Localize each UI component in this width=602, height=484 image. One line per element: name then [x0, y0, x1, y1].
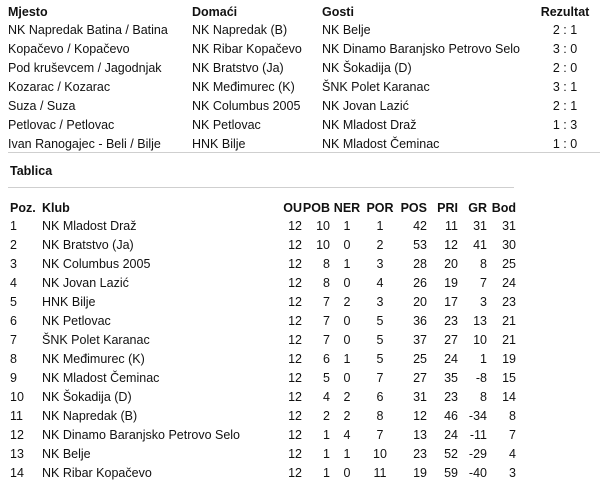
standings-cell-pri: 59: [444, 466, 458, 480]
standings-cell-pos: 13: [413, 428, 427, 442]
standings-cell-pos: 53: [413, 238, 427, 252]
results-cell-mjesto: Ivan Ranogajec - Beli / Bilje: [8, 137, 161, 151]
standings-header-klub: Klub: [42, 201, 70, 215]
standings-cell-pos: 31: [413, 390, 427, 404]
standings-cell-bod: 19: [502, 352, 516, 366]
standings-cell-ner: 1: [343, 447, 351, 461]
standings-cell-por: 3: [376, 295, 384, 309]
standings-cell-poz: 7: [10, 333, 17, 347]
standings-cell-klub: NK Jovan Lazić: [42, 276, 129, 290]
standings-header-por: POR: [366, 201, 394, 215]
standings-cell-ner: 1: [343, 352, 351, 366]
standings-cell-pri: 12: [444, 238, 458, 252]
standings-cell-gr: 10: [473, 333, 487, 347]
results-cell-domaci: NK Ribar Kopačevo: [192, 42, 302, 56]
standings-cell-ner: 1: [343, 219, 351, 233]
standings-header-pos: POS: [400, 201, 427, 215]
standings-cell-pos: 42: [413, 219, 427, 233]
standings-cell-klub: NK Šokadija (D): [42, 390, 132, 404]
standings-title-underline: [8, 187, 514, 188]
standings-cell-pri: 20: [444, 257, 458, 271]
standings-cell-klub: NK Bratstvo (Ja): [42, 238, 134, 252]
standings-cell-pos: 28: [413, 257, 427, 271]
standings-cell-por: 5: [376, 333, 384, 347]
standings-cell-pob: 10: [316, 238, 330, 252]
standings-cell-ou: 12: [288, 466, 302, 480]
results-cell-domaci: NK Petlovac: [192, 118, 261, 132]
standings-cell-pob: 10: [316, 219, 330, 233]
standings-cell-ner: 0: [343, 466, 351, 480]
standings-cell-bod: 25: [502, 257, 516, 271]
standings-cell-por: 5: [376, 314, 384, 328]
standings-cell-ou: 12: [288, 447, 302, 461]
standings-cell-ner: 0: [343, 371, 351, 385]
standings-cell-pos: 20: [413, 295, 427, 309]
results-cell-gosti: NK Belje: [322, 23, 371, 37]
standings-cell-gr: -34: [468, 409, 487, 423]
standings-cell-pri: 27: [444, 333, 458, 347]
standings-cell-poz: 6: [10, 314, 17, 328]
results-header-rezultat: Rezultat: [540, 5, 590, 19]
standings-cell-pob: 4: [323, 390, 330, 404]
standings-cell-poz: 13: [10, 447, 24, 461]
standings-cell-ou: 12: [288, 295, 302, 309]
standings-cell-klub: HNK Bilje: [42, 295, 96, 309]
standings-cell-gr: -8: [475, 371, 487, 385]
results-cell-rezultat: 1 : 3: [552, 118, 578, 132]
standings-cell-ou: 12: [288, 333, 302, 347]
standings-cell-ou: 12: [288, 314, 302, 328]
standings-cell-poz: 1: [10, 219, 17, 233]
standings-cell-ou: 12: [288, 409, 302, 423]
standings-cell-por: 8: [376, 409, 384, 423]
standings-cell-bod: 21: [502, 314, 516, 328]
standings-cell-pri: 23: [444, 314, 458, 328]
standings-cell-bod: 21: [502, 333, 516, 347]
standings-cell-poz: 12: [10, 428, 24, 442]
standings-cell-pri: 11: [445, 219, 458, 233]
standings-cell-ner: 0: [343, 314, 351, 328]
standings-cell-klub: NK Ribar Kopačevo: [42, 466, 152, 480]
standings-cell-pri: 35: [444, 371, 458, 385]
results-cell-domaci: NK Bratstvo (Ja): [192, 61, 284, 75]
standings-cell-por: 3: [376, 257, 384, 271]
results-cell-mjesto: Suza / Suza: [8, 99, 76, 113]
standings-cell-ou: 12: [288, 276, 302, 290]
standings-cell-ner: 1: [343, 257, 351, 271]
standings-cell-ou: 12: [288, 390, 302, 404]
standings-cell-gr: 8: [480, 390, 487, 404]
standings-cell-klub: NK Belje: [42, 447, 91, 461]
standings-cell-bod: 31: [502, 219, 516, 233]
standings-cell-gr: 8: [480, 257, 487, 271]
standings-header-pob: POB: [302, 201, 330, 215]
standings-cell-gr: -29: [468, 447, 487, 461]
standings-cell-pos: 25: [413, 352, 427, 366]
standings-cell-por: 2: [376, 238, 384, 252]
standings-cell-pob: 1: [323, 428, 330, 442]
standings-cell-bod: 4: [509, 447, 516, 461]
standings-cell-por: 11: [373, 466, 387, 480]
standings-cell-poz: 5: [10, 295, 17, 309]
results-cell-gosti: NK Mladost Draž: [322, 118, 417, 132]
results-cell-gosti: NK Dinamo Baranjsko Petrovo Selo: [322, 42, 521, 56]
standings-cell-bod: 7: [509, 428, 516, 442]
standings-cell-por: 6: [376, 390, 384, 404]
standings-cell-pob: 2: [323, 409, 330, 423]
standings-cell-pri: 17: [444, 295, 458, 309]
results-header-domaci: Domaći: [192, 5, 238, 19]
standings-cell-poz: 10: [10, 390, 24, 404]
results-cell-rezultat: 2 : 0: [552, 61, 578, 75]
standings-cell-poz: 4: [10, 276, 17, 290]
standings-cell-ou: 12: [288, 238, 302, 252]
standings-cell-poz: 8: [10, 352, 17, 366]
standings-header-pri: PRI: [437, 201, 458, 215]
standings-cell-gr: 3: [480, 295, 487, 309]
standings-cell-pri: 24: [444, 352, 458, 366]
standings-cell-gr: -11: [469, 428, 487, 442]
results-cell-mjesto: Pod kruševcem / Jagodnjak: [8, 61, 162, 75]
standings-cell-bod: 30: [502, 238, 516, 252]
results-cell-gosti: NK Šokadija (D): [322, 61, 412, 75]
standings-cell-ner: 2: [343, 295, 351, 309]
results-cell-rezultat: 2 : 1: [552, 99, 578, 113]
standings-cell-ou: 12: [288, 257, 302, 271]
standings-cell-poz: 2: [10, 238, 17, 252]
standings-cell-bod: 23: [502, 295, 516, 309]
standings-cell-gr: 41: [473, 238, 487, 252]
standings-cell-bod: 3: [509, 466, 516, 480]
standings-cell-klub: NK Mladost Čeminac: [42, 371, 160, 385]
results-cell-domaci: HNK Bilje: [192, 137, 246, 151]
standings-cell-por: 1: [376, 219, 384, 233]
standings-cell-gr: 31: [473, 219, 487, 233]
standings-cell-pob: 7: [323, 333, 330, 347]
results-cell-rezultat: 3 : 1: [552, 80, 578, 94]
standings-cell-ou: 12: [288, 352, 302, 366]
standings-cell-bod: 8: [509, 409, 516, 423]
standings-cell-pob: 5: [323, 371, 330, 385]
standings-cell-pos: 26: [413, 276, 427, 290]
standings-cell-ner: 2: [343, 390, 351, 404]
standings-header-gr: GR: [468, 201, 487, 215]
standings-cell-klub: NK Dinamo Baranjsko Petrovo Selo: [42, 428, 241, 442]
results-cell-gosti: NK Mladost Čeminac: [322, 137, 440, 151]
standings-cell-por: 7: [376, 371, 384, 385]
results-cell-gosti: NK Jovan Lazić: [322, 99, 409, 113]
results-cell-domaci: NK Napredak (B): [192, 23, 288, 37]
section-divider: [8, 152, 600, 153]
standings-header-bod: Bod: [491, 201, 516, 215]
standings-header-ou: OU: [283, 201, 302, 215]
standings-header-poz: Poz.: [10, 201, 36, 215]
standings-cell-pob: 6: [323, 352, 330, 366]
standings-cell-gr: -40: [468, 466, 487, 480]
standings-cell-por: 5: [376, 352, 384, 366]
standings-cell-bod: 24: [502, 276, 516, 290]
standings-cell-ou: 12: [288, 219, 302, 233]
standings-cell-klub: ŠNK Polet Karanac: [42, 333, 150, 347]
results-header-gosti: Gosti: [322, 5, 354, 19]
standings-cell-poz: 11: [10, 409, 23, 423]
results-header-mjesto: Mjesto: [8, 5, 48, 19]
standings-cell-poz: 9: [10, 371, 17, 385]
results-cell-mjesto: Kozarac / Kozarac: [8, 80, 111, 94]
standings-cell-klub: NK Međimurec (K): [42, 352, 145, 366]
standings-cell-gr: 7: [480, 276, 487, 290]
standings-cell-klub: NK Columbus 2005: [42, 257, 151, 271]
standings-cell-klub: NK Petlovac: [42, 314, 111, 328]
standings-cell-pos: 36: [413, 314, 427, 328]
standings-cell-pob: 7: [323, 314, 330, 328]
results-cell-domaci: NK Columbus 2005: [192, 99, 301, 113]
results-cell-rezultat: 3 : 0: [552, 42, 578, 56]
standings-cell-ner: 4: [343, 428, 351, 442]
standings-cell-por: 10: [373, 447, 387, 461]
standings-cell-pos: 12: [413, 409, 427, 423]
results-cell-rezultat: 1 : 0: [552, 137, 578, 151]
standings-cell-pri: 19: [444, 276, 458, 290]
results-cell-gosti: ŠNK Polet Karanac: [322, 80, 430, 94]
standings-cell-pob: 1: [323, 466, 330, 480]
standings-cell-ou: 12: [288, 428, 302, 442]
standings-cell-pri: 23: [444, 390, 458, 404]
standings-cell-pos: 37: [413, 333, 427, 347]
standings-cell-bod: 15: [502, 371, 516, 385]
standings-cell-pri: 24: [444, 428, 458, 442]
standings-cell-poz: 3: [10, 257, 17, 271]
standings-cell-ner: 0: [343, 238, 351, 252]
standings-cell-por: 7: [376, 428, 384, 442]
standings-cell-gr: 13: [473, 314, 487, 328]
standings-cell-klub: NK Napredak (B): [42, 409, 138, 423]
standings-cell-gr: 1: [480, 352, 487, 366]
standings-cell-por: 4: [376, 276, 384, 290]
standings-cell-ner: 0: [343, 276, 351, 290]
standings-cell-pos: 27: [413, 371, 427, 385]
results-cell-mjesto: Kopačevo / Kopačevo: [8, 42, 130, 56]
standings-cell-klub: NK Mladost Draž: [42, 219, 137, 233]
standings-cell-poz: 14: [10, 466, 24, 480]
standings-cell-pos: 23: [413, 447, 427, 461]
standings-cell-ou: 12: [288, 371, 302, 385]
standings-cell-ner: 0: [343, 333, 351, 347]
standings-cell-bod: 14: [502, 390, 516, 404]
standings-header-ner: NER: [333, 201, 361, 215]
standings-cell-pob: 7: [323, 295, 330, 309]
standings-cell-pob: 1: [323, 447, 330, 461]
results-cell-mjesto: Petlovac / Petlovac: [8, 118, 115, 132]
results-cell-domaci: NK Međimurec (K): [192, 80, 295, 94]
results-cell-mjesto: NK Napredak Batina / Batina: [8, 23, 168, 37]
standings-title: Tablica: [10, 164, 53, 178]
standings-cell-pob: 8: [323, 276, 330, 290]
standings-cell-pos: 19: [413, 466, 427, 480]
standings-cell-pri: 52: [444, 447, 458, 461]
standings-cell-pri: 46: [444, 409, 458, 423]
standings-cell-ner: 2: [343, 409, 351, 423]
results-cell-rezultat: 2 : 1: [552, 23, 578, 37]
standings-cell-pob: 8: [323, 257, 330, 271]
